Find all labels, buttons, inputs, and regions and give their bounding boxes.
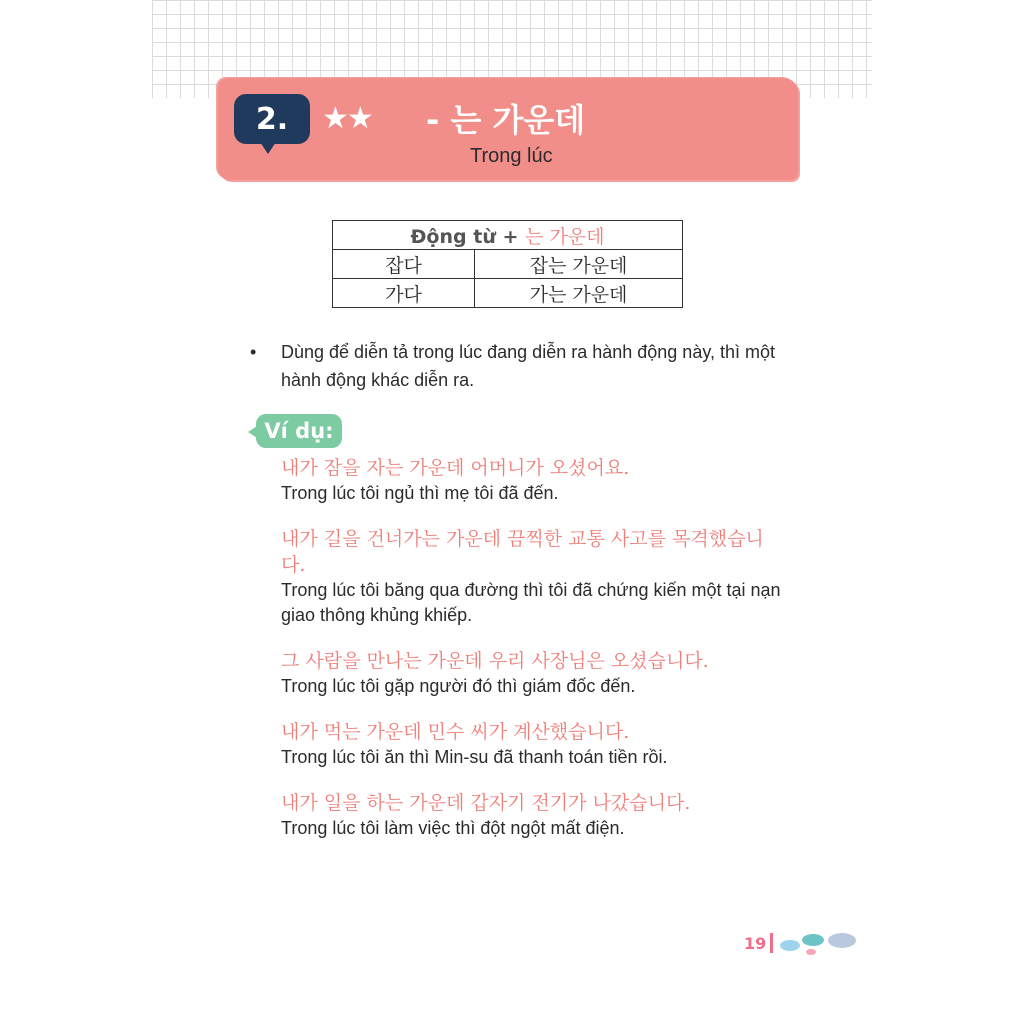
table-header-prefix: Động từ + (410, 225, 525, 248)
examples-list (281, 455, 781, 861)
example-vietnamese: Trong lúc tôi làm việc thì đột ngột mất điện. (281, 818, 625, 838)
example-korean: 내가 잠을 자는 가운데 어머니가 오셨어요. (281, 457, 630, 479)
bullet-icon: • (250, 342, 257, 362)
example-korean: 내가 길을 건너가는 가운데 끔찍한 교통 사고를 목격했습니다. (281, 528, 764, 576)
example-item (281, 526, 781, 628)
example-item (281, 790, 781, 841)
table-header-row (333, 221, 683, 250)
table-row (333, 250, 683, 279)
table-row (333, 279, 683, 308)
examples-label-text: Ví dụ: (264, 419, 334, 443)
table-cell-form: 가는 가운데 (475, 279, 683, 308)
example-item (281, 648, 781, 699)
example-item (281, 719, 781, 770)
example-korean: 내가 먹는 가운데 민수 씨가 계산했습니다. (281, 721, 630, 743)
example-vietnamese: Trong lúc tôi băng qua đường thì tôi đã chứng kiến một tại nạn giao thông khủng khiếp. (281, 580, 781, 625)
grammar-subtitle: Trong lúc (470, 145, 553, 167)
table-header (333, 221, 683, 250)
grammar-title: - 는 가운데 (426, 101, 586, 139)
section-number: 2. (255, 101, 289, 137)
difficulty-stars-icon: ★★ (322, 101, 372, 136)
page-number: 19 (744, 934, 767, 953)
example-vietnamese: Trong lúc tôi ngủ thì mẹ tôi đã đến. (281, 483, 559, 503)
table-cell-verb: 가다 (333, 279, 475, 308)
table-cell-form: 잡는 가운데 (475, 250, 683, 279)
page-number-divider (770, 933, 773, 953)
usage-note-text: Dùng để diễn tả trong lúc đang diễn ra hành động này, thì một hành động khác diễn ra. (281, 342, 776, 390)
example-vietnamese: Trong lúc tôi gặp người đó thì giám đốc đến. (281, 676, 636, 696)
example-korean: 그 사람을 만나는 가운데 우리 사장님은 오셨습니다. (281, 650, 709, 672)
example-vietnamese: Trong lúc tôi ăn thì Min-su đã thanh toán tiền rồi. (281, 747, 668, 767)
example-korean: 내가 일을 하는 가운데 갑자기 전기가 나갔습니다. (281, 792, 691, 814)
usage-note (250, 338, 790, 394)
examples-label (256, 414, 342, 448)
conjugation-table (332, 220, 683, 308)
example-item (281, 455, 781, 506)
table-cell-verb: 잡다 (333, 250, 475, 279)
table-header-suffix: 는 가운데 (525, 225, 605, 248)
section-number-badge (234, 94, 310, 144)
